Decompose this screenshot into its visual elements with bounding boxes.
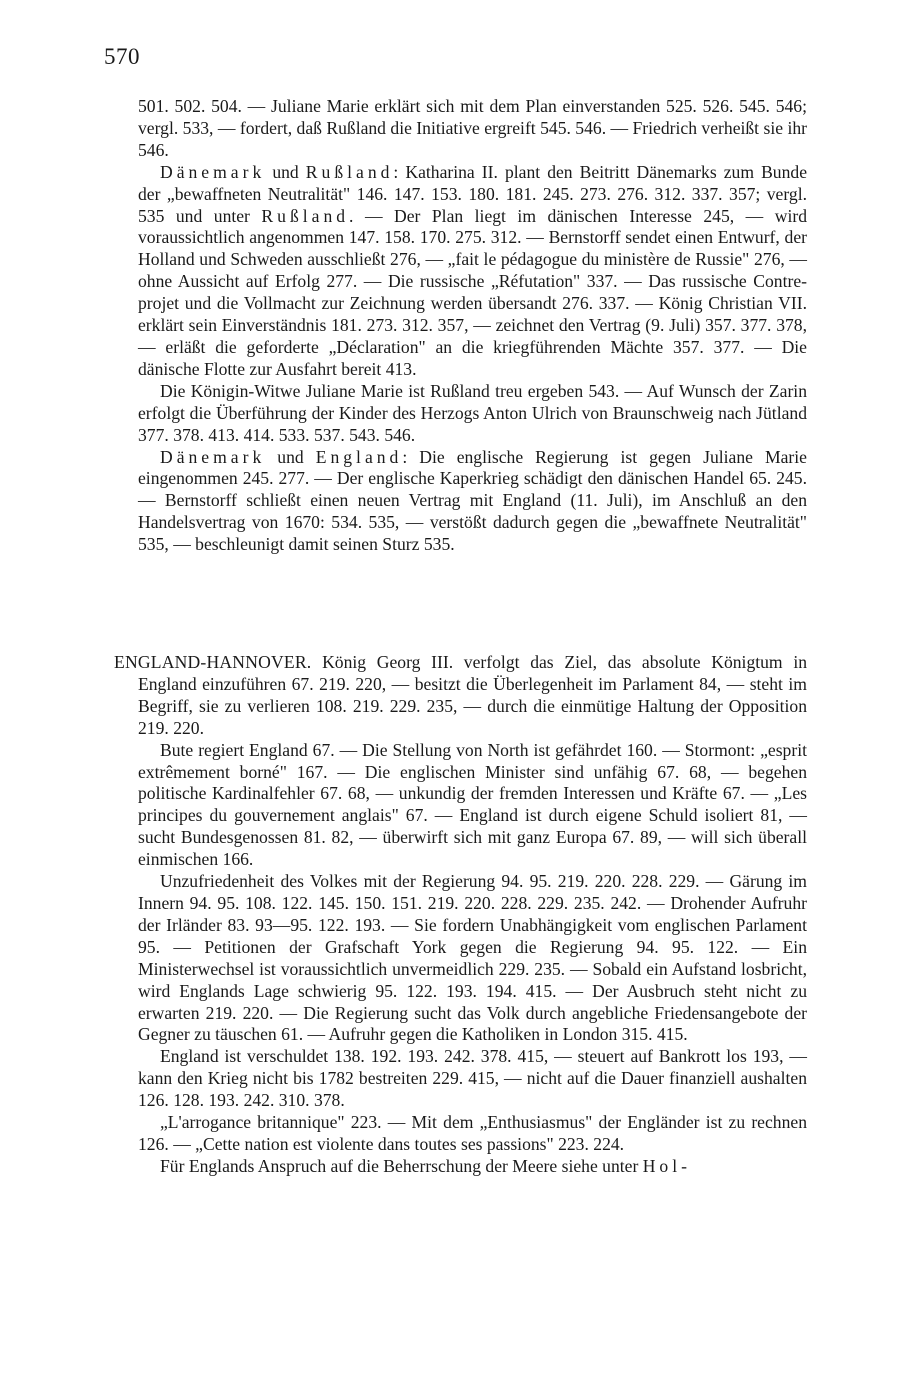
paragraph-text: : Katharina II. plant den Beitritt Dänemarks zum Bunde der „bewaffneten Neutralität" 146. 147. 153. 180. 181. 245. 273. 276. 312. 337. 357; vergl. 535 und unter [138, 161, 808, 226]
paragraph-daenemark-england [138, 447, 807, 557]
page-number: 570 [104, 44, 140, 69]
paragraph-text: König Georg III. verfolgt das Ziel, das absolute Königtum in England einzuführen 67. 219. 220, — besitzt die Überlegenheit im Parlament 84, — steht im Begriff, sie zu verlieren 108. 219. 229. 235, — durch die einmütige Haltung der Opposition 219. 220. [138, 652, 807, 738]
connector-text: und [265, 446, 316, 467]
section-daenemark [138, 96, 807, 556]
paragraph-text: . — Der Plan liegt im dänischen Interesse 245, — wird voraussichtlich angenommen 147. 158. 170. 275. 312. — Bernstorff sendet einen Entwurf, der Holland und Schweden ausschließt 276, — „fait le pédagogue du ministère de Russie" 276, — ohne Aussicht auf Erfolg 277. — Die russische „Réfutation" 337. — Das russische Contre-projet und die Vollmacht zur Zeichnung werden übersandt 276. 337. — König Christian VII. erklärt sein Einverständnis 181. 273. 312. 357, — zeichnet den Vertrag (9. Juli) 357. 377. 378, — erläßt die geforderte „Déclaration" an die kriegführenden Mächte 357. 377. — Die dänische Flotte zur Ausfahrt bereit 413. [138, 205, 807, 379]
paragraph-daenemark-russland [138, 162, 807, 381]
cross-reference-holland: Hol- [642, 1155, 691, 1176]
spaced-term-russland: Rußland [305, 161, 394, 182]
connector-text: und [265, 161, 306, 182]
spaced-term-daenemark: Dänemark [160, 446, 266, 467]
cross-reference-russland: Rußland [261, 205, 350, 226]
paragraph-juliane-marie: Die Königin-Witwe Juliane Marie ist Rußland treu ergeben 543. — Auf Wunsch der Zarin erfolgt die Überführung der Kinder des Herzogs Anton Ulrich von Braunschweig nach Jütland 377. 378. 413. 414. 533. 537. 543. 546. [138, 380, 807, 445]
paragraph-continuation: 501. 502. 504. — Juliane Marie erklärt sich mit dem Plan einverstanden 525. 526. 545. 546; vergl. 533, — fordert, daß Rußland die Initiative ergreift 545. 546. — Friedrich verheißt sie ihr 546. [138, 96, 807, 160]
spaced-term-daenemark: Dänemark [160, 161, 266, 182]
entry-england-hannover [114, 652, 807, 740]
paragraph-verschuldet: England ist verschuldet 138. 192. 193. 242. 378. 415, — steuert auf Bankrott los 193, — kann den Krieg nicht bis 1782 bestreiten 229. 415, — nicht auf die Dauer finanziell aushalten 126. 128. 193. 242. 310. 378. [138, 1046, 807, 1111]
entry-heading: ENGLAND-HANNOVER. [114, 652, 312, 672]
paragraph-text: Für Englands Anspruch auf die Beherrschung der Meere siehe unter [160, 1155, 643, 1176]
section-england-hannover [114, 652, 807, 1178]
paragraph-arrogance: „L'arrogance britannique" 223. — Mit dem „Enthusiasmus" der Engländer ist zu rechnen 126. — „Cette nation est violente dans toutes ses passions" 223. 224. [138, 1112, 807, 1154]
paragraph-unzufriedenheit: Unzufriedenheit des Volkes mit der Regierung 94. 95. 219. 220. 228. 229. — Gärung im Innern 94. 95. 108. 122. 145. 150. 151. 219. 220. 228. 229. 235. 242. — Drohender Aufruhr der Irländer 83. 93—95. 122. 193. — Sie fordern Unabhängigkeit vom englischen Parlament 95. — Petitionen der Grafschaft York gegen die Regierung 94. 95. 122. — Ein Ministerwechsel ist voraussichtlich unvermeidlich 229. 235. — Sobald ein Aufstand losbricht, wird Englands Lage schwierig 95. 122. 193. 194. 415. — Der Ausbruch steht nicht zu erwarten 219. 220. — Die Regierung sucht das Volk durch angebliche Friedensangebote der Gegner zu täuschen 61. — Aufruhr gegen die Katholiken in London 315. 415. [138, 871, 807, 1045]
paragraph-bute: Bute regiert England 67. — Die Stellung von North ist gefährdet 160. — Stormont: „esprit extrêmement borné" 167. — Die englischen Minister sind unfähig 67. 68, — begehen politische Kardinalfehler 67. 68, — unkundig der fremden Interessen und Kräfte 67. — „Les principes du gouvernement anglais" 67. — England ist durch eigene Schuld isoliert 81, — sucht Bundesgenossen 81. 82, — überwirft sich mit ganz Europa 67. 89, — will sich überall einmischen 166. [138, 739, 807, 870]
spaced-term-england: England [315, 446, 403, 467]
paragraph-text: : Die englische Regierung ist gegen Juliane Marie eingenommen 245. 277. — Der englische Kaperkrieg schädigt den dänischen Handel 65. 245. — Bernstorff schließt einen neuen Vertrag mit England (11. Juli), im Anschluß an den Handelsvertrag von 1670: 534. 535, — verstößt dadurch gegen die „bewaffnete Neutralität" 535, — beschleunigt damit seinen Sturz 535. [138, 446, 807, 555]
paragraph-meere [138, 1156, 807, 1178]
